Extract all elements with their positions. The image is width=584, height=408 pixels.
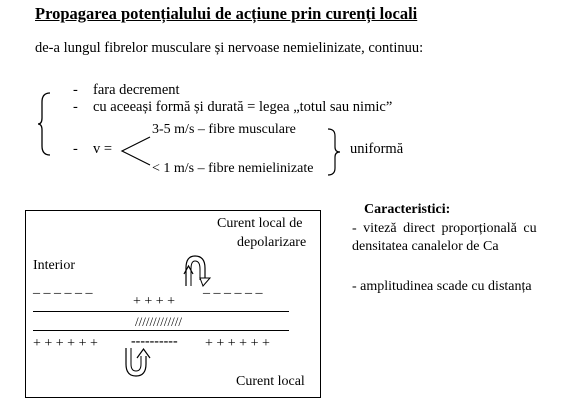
intro-text: de-a lungul fibrelor musculare și nervoase nemielinizate, continuu: <box>35 40 424 56</box>
charge-row-bottom-left: + + + + + + <box>33 336 98 351</box>
bullet-all-or-nothing: cu aceeași formă și durată = legea „totul sau nimic” <box>93 99 393 115</box>
label-local-current: Curent local <box>236 374 305 389</box>
velocity-slow: < 1 m/s – fibre nemielinizate <box>152 161 314 176</box>
bullet-no-decrement: fara decrement <box>93 82 180 98</box>
membrane-line-top <box>33 311 289 312</box>
charge-row-bottom-right: + + + + + + <box>205 336 270 351</box>
characteristic-amplitude: - amplitudinea scade cu distanța <box>352 279 532 294</box>
bullet-dash: - <box>73 82 78 98</box>
right-brace-icon <box>327 128 341 176</box>
characteristic-speed: - viteză direct proporțională cu <box>352 221 537 236</box>
velocity-label: v = <box>93 141 113 157</box>
page-title: Propagarea potențialului de acțiune prin curenți locali <box>35 4 418 23</box>
characteristic-channel-density: densitatea canalelor de Ca <box>352 239 499 254</box>
membrane-line-bottom <box>33 330 289 331</box>
label-depolarization-current-2: depolarizare <box>237 235 307 250</box>
bullet-dash: - <box>73 99 78 115</box>
uniform-label: uniformă <box>350 141 404 157</box>
hatched-depolarized-zone: ///////////// <box>135 314 182 329</box>
charge-row-top-left: _ _ _ _ _ _ <box>33 281 93 296</box>
label-depolarization-current: Curent local de <box>217 216 303 231</box>
angle-bracket-icon <box>120 136 152 166</box>
left-brace-icon <box>38 92 54 156</box>
velocity-fast: 3-5 m/s – fibre musculare <box>152 122 296 137</box>
charge-row-bottom-middle: ---------- <box>131 334 178 349</box>
characteristics-heading: Caracteristici: <box>364 202 451 217</box>
charge-row-top-right: _ _ _ _ _ _ <box>203 281 263 296</box>
bullet-dash: - <box>73 141 78 157</box>
label-interior: Interior <box>33 258 75 273</box>
charge-row-top-middle: + + + + <box>133 294 176 309</box>
circular-arrow-down-icon <box>118 346 158 382</box>
